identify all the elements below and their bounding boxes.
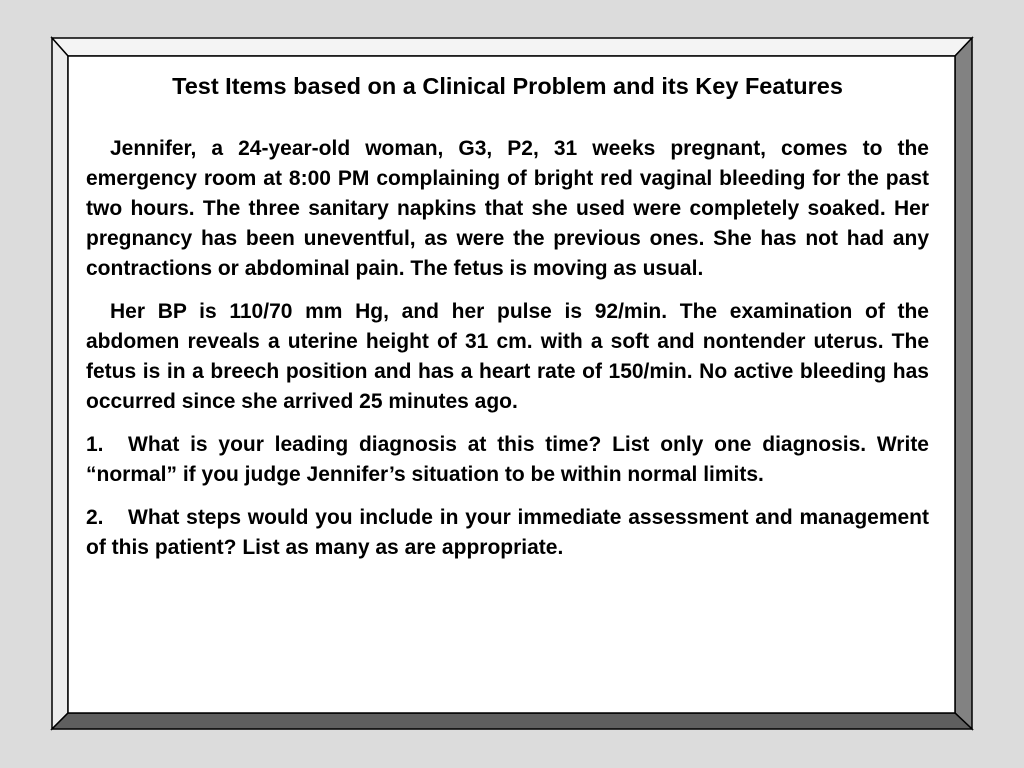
frame-bevel-top [52, 38, 972, 56]
question-text: What is your leading diagnosis at this time? List only one diagnosis. Write “normal” if you judge Jennifer’s situation to be within normal limits. [86, 433, 929, 486]
question-text: What steps would you include in your immediate assessment and management of this patient? List as many as are appropriate. [86, 506, 929, 559]
case-paragraph-examination: Her BP is 110/70 mm Hg, and her pulse is 92/min. The examination of the abdomen reveals a uterine height of 31 cm. with a soft and nontender uterus. The fetus is in a breech position and has a heart rate of 150/min. No active bleeding has occurred since she arrived 25 minutes ago. [86, 300, 929, 413]
frame-bevel-bottom [52, 713, 972, 729]
question-item [86, 430, 929, 490]
frame-bevel-right [955, 38, 972, 729]
slide-title: Test Items based on a Clinical Problem and its Key Features [172, 73, 843, 99]
question-number: 2. [86, 506, 104, 529]
case-paragraph-history: Jennifer, a 24-year-old woman, G3, P2, 31 weeks pregnant, comes to the emergency room at 8:00 PM complaining of bright red vaginal bleeding for the past two hours. The three sanitary napkins that she used were completely soaked. Her pregnancy has been uneventful, as were the previous ones. She has not had any contractions or abdominal pain. The fetus is moving as usual. [86, 137, 929, 280]
slide-content [86, 68, 929, 708]
question-number: 1. [86, 433, 104, 456]
frame-bevel-left [52, 38, 68, 729]
question-item [86, 503, 929, 563]
